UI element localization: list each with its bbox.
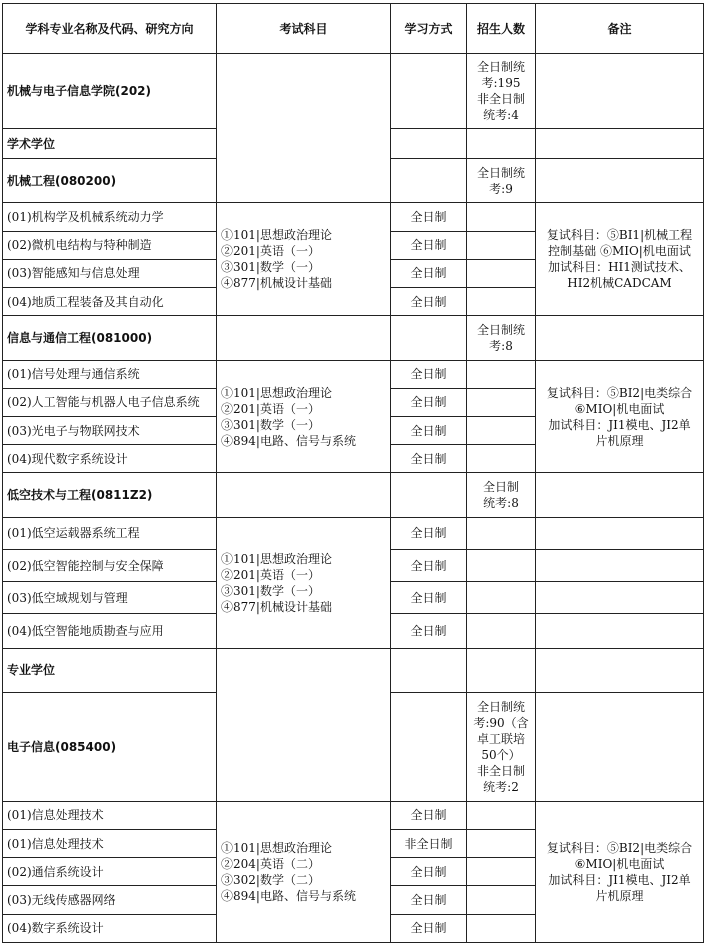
header-remarks: 备注 <box>536 4 704 54</box>
direction-name: (02)低空智能控制与安全保障 <box>3 549 217 581</box>
study-mode: 全日制 <box>391 886 467 914</box>
empty-cell <box>217 54 391 203</box>
empty-cell <box>536 693 704 802</box>
major-quota: 全日制统 考:90（含 卓工联培 50个） 非全日制 统考:2 <box>467 693 536 802</box>
study-mode: 全日制 <box>391 517 467 549</box>
study-mode: 全日制 <box>391 417 467 445</box>
study-mode: 全日制 <box>391 858 467 886</box>
empty-cell <box>467 259 536 287</box>
study-mode: 全日制 <box>391 801 467 829</box>
header-row <box>3 4 704 54</box>
empty-cell <box>467 360 536 388</box>
empty-cell <box>391 473 467 517</box>
direction-row <box>3 203 704 231</box>
header-quota: 招生人数 <box>467 4 536 54</box>
study-mode: 全日制 <box>391 203 467 231</box>
college-quota: 全日制统 考:195 非全日制 统考:4 <box>467 54 536 129</box>
empty-cell <box>217 316 391 360</box>
major-name: 机械工程(080200) <box>3 159 217 203</box>
empty-cell <box>467 648 536 692</box>
direction-name: (02)微机电结构与特种制造 <box>3 231 217 259</box>
direction-name: (01)信息处理技术 <box>3 801 217 829</box>
major-row <box>3 473 704 517</box>
empty-cell <box>536 159 704 203</box>
empty-cell <box>467 614 536 648</box>
direction-name: (02)人工智能与机器人电子信息系统 <box>3 388 217 416</box>
empty-cell <box>536 582 704 614</box>
empty-cell <box>467 914 536 942</box>
empty-cell <box>467 288 536 316</box>
empty-cell <box>217 648 391 801</box>
remarks: 复试科目：⑤BI2|电类综合 ⑥MIO|机电面试 加试科目：JI1模电、JI2单 片机原理 <box>536 801 704 942</box>
empty-cell <box>467 549 536 581</box>
empty-cell <box>536 54 704 129</box>
professional-degree-row <box>3 648 704 692</box>
college-name: 机械与电子信息学院(202) <box>3 54 217 129</box>
direction-name: (01)信息处理技术 <box>3 830 217 858</box>
empty-cell <box>467 417 536 445</box>
direction-name: (04)地质工程装备及其自动化 <box>3 288 217 316</box>
empty-cell <box>391 54 467 129</box>
admissions-table <box>2 3 704 943</box>
empty-cell <box>536 648 704 692</box>
exam-subjects: ①101|思想政治理论 ②201|英语（一） ③301|数学（一） ④877|机械设计基础 <box>217 517 391 648</box>
empty-cell <box>391 128 467 158</box>
header-exam-subjects: 考试科目 <box>217 4 391 54</box>
direction-name: (04)低空智能地质勘查与应用 <box>3 614 217 648</box>
direction-name: (03)智能感知与信息处理 <box>3 259 217 287</box>
empty-cell <box>391 648 467 692</box>
study-mode: 全日制 <box>391 914 467 942</box>
direction-name: (02)通信系统设计 <box>3 858 217 886</box>
direction-name: (01)低空运载器系统工程 <box>3 517 217 549</box>
empty-cell <box>467 517 536 549</box>
study-mode: 全日制 <box>391 614 467 648</box>
major-quota: 全日制统 考:8 <box>467 316 536 360</box>
study-mode: 全日制 <box>391 259 467 287</box>
study-mode: 全日制 <box>391 582 467 614</box>
direction-name: (01)信号处理与通信系统 <box>3 360 217 388</box>
empty-cell <box>391 316 467 360</box>
study-mode: 全日制 <box>391 549 467 581</box>
study-mode: 非全日制 <box>391 830 467 858</box>
major-quota: 全日制 统考:8 <box>467 473 536 517</box>
major-quota: 全日制统 考:9 <box>467 159 536 203</box>
study-mode: 全日制 <box>391 288 467 316</box>
empty-cell <box>536 549 704 581</box>
empty-cell <box>467 445 536 473</box>
empty-cell <box>217 473 391 517</box>
direction-row <box>3 517 704 549</box>
empty-cell <box>467 858 536 886</box>
college-row <box>3 54 704 129</box>
exam-subjects: ①101|思想政治理论 ②204|英语（二） ③302|数学（二） ④894|电路、信号与系统 <box>217 801 391 942</box>
empty-cell <box>467 886 536 914</box>
exam-subjects: ①101|思想政治理论 ②201|英语（一） ③301|数学（一） ④877|机械设计基础 <box>217 203 391 316</box>
empty-cell <box>536 316 704 360</box>
exam-subjects: ①101|思想政治理论 ②201|英语（一） ③301|数学（一） ④894|电路、信号与系统 <box>217 360 391 473</box>
empty-cell <box>391 693 467 802</box>
remarks: 复试科目：⑤BI2|电类综合 ⑥MIO|机电面试 加试科目：JI1模电、JI2单 片机原理 <box>536 360 704 473</box>
empty-cell <box>467 388 536 416</box>
empty-cell <box>391 159 467 203</box>
direction-name: (01)机构学及机械系统动力学 <box>3 203 217 231</box>
empty-cell <box>536 128 704 158</box>
empty-cell <box>467 203 536 231</box>
major-name: 电子信息(085400) <box>3 693 217 802</box>
major-name: 信息与通信工程(081000) <box>3 316 217 360</box>
empty-cell <box>467 128 536 158</box>
empty-cell <box>467 582 536 614</box>
direction-row <box>3 360 704 388</box>
direction-name: (03)光电子与物联网技术 <box>3 417 217 445</box>
study-mode: 全日制 <box>391 360 467 388</box>
academic-degree-label: 学术学位 <box>3 128 217 158</box>
study-mode: 全日制 <box>391 445 467 473</box>
empty-cell <box>536 473 704 517</box>
professional-degree-label: 专业学位 <box>3 648 217 692</box>
major-row <box>3 316 704 360</box>
empty-cell <box>536 614 704 648</box>
empty-cell <box>467 830 536 858</box>
direction-row <box>3 801 704 829</box>
study-mode: 全日制 <box>391 388 467 416</box>
remarks: 复试科目：⑤BI1|机械工程 控制基础 ⑥MIO|机电面试 加试科目：HI1测试技术、 HI2机械CADCAM <box>536 203 704 316</box>
direction-name: (03)无线传感器网络 <box>3 886 217 914</box>
direction-name: (03)低空域规划与管理 <box>3 582 217 614</box>
study-mode: 全日制 <box>391 231 467 259</box>
major-name: 低空技术与工程(0811Z2) <box>3 473 217 517</box>
empty-cell <box>467 231 536 259</box>
direction-name: (04)现代数字系统设计 <box>3 445 217 473</box>
header-study-mode: 学习方式 <box>391 4 467 54</box>
header-major: 学科专业名称及代码、研究方向 <box>3 4 217 54</box>
empty-cell <box>467 801 536 829</box>
direction-name: (04)数字系统设计 <box>3 914 217 942</box>
empty-cell <box>536 517 704 549</box>
